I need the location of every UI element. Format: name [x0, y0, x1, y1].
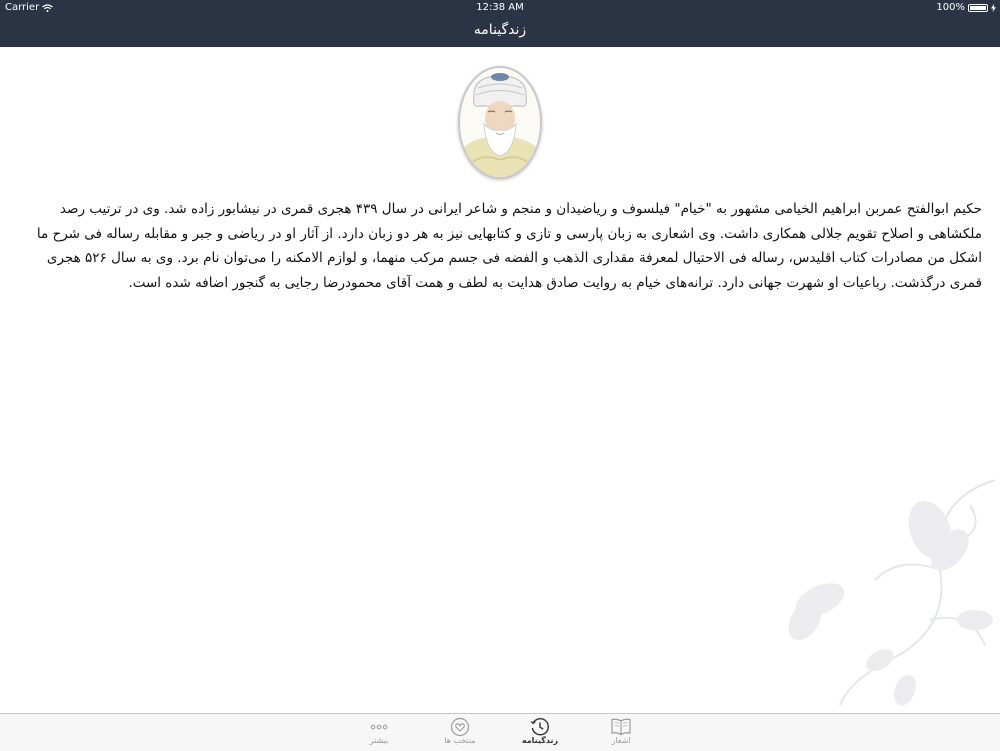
tab-favorites[interactable] — [425, 714, 495, 751]
battery-icon — [968, 4, 988, 12]
heart-icon — [450, 717, 470, 737]
page-title: زندگینامه — [473, 22, 527, 38]
navigation-bar — [0, 0, 1000, 47]
battery-indicator — [936, 2, 996, 13]
tab-poems[interactable] — [586, 714, 656, 751]
tab-biography[interactable] — [505, 714, 575, 751]
clock-icon — [530, 717, 550, 737]
tab-more-label: بیشتر — [369, 736, 389, 745]
battery-percent: 100% — [936, 2, 965, 13]
carrier-label: Carrier — [5, 2, 40, 13]
status-bar — [0, 0, 1000, 16]
tab-poems-label: اشعار — [611, 736, 631, 745]
floral-ornament — [780, 460, 1000, 710]
tab-biography-label: زندگینامه — [521, 736, 559, 745]
tab-favorites-label: منتخب ها — [444, 736, 476, 745]
tab-more[interactable] — [344, 714, 414, 751]
status-time: 12:38 AM — [476, 2, 524, 13]
more-icon — [369, 717, 389, 737]
biography-text: حکیم ابوالفتح عمربن ابراهیم الخیامی مشهور به "خیام" فیلسوف و ریاضیدان و منجم و شاعر ایرانی در سال ۴۳۹ هجری قمری در نیشابور زاده شد. وی در ترتیب رصد ملکشاهی و اصلاح تقویم جلالی همکاری داشت. وی اشعاری به زبان پارسی و تازی و کتابهایی نیز به هر دو زبان دارد. از آثار او در ریاضی و جبر و مقابله رساله فی شرح ما اشکل من مصادرات کتاب اقلیدس، رساله فی الاحتیال لمعرفة مقداری الذهب و الفضه فی جسم مرکب منهما، و لوازم الامکنه را می‌توان نام برد. وی به سال ۵۲۶ هجری قمری درگذشت. رباعیات او شهرت جهانی دارد. ترانه‌های خیام به روایت صادق هدایت به لطف و همت آقای محمودرضا رجایی به گنجور اضافه شده است. — [36, 201, 982, 291]
tab-bar — [0, 713, 1000, 751]
charging-bolt-icon — [991, 4, 996, 12]
book-icon — [610, 717, 632, 737]
poet-portrait — [458, 66, 542, 179]
